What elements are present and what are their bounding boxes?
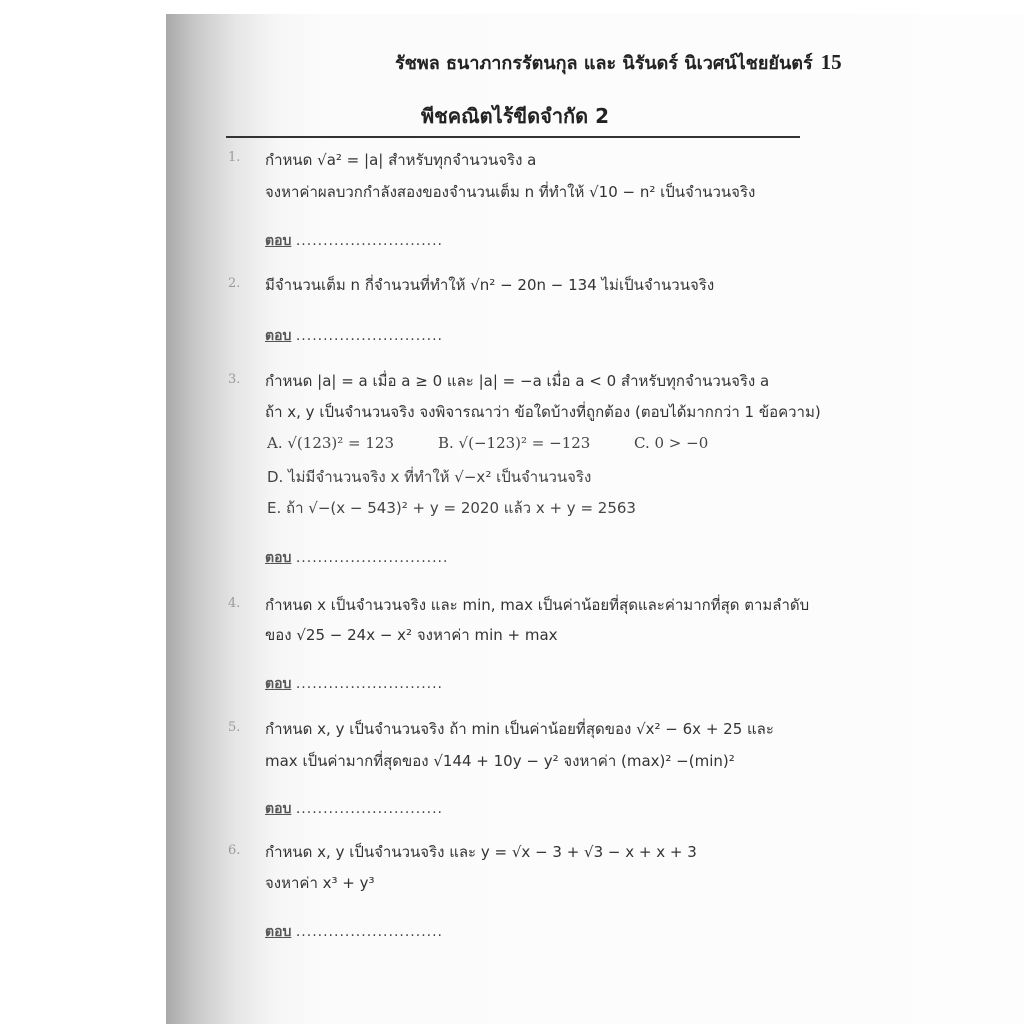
answer-label: ตอบ: [265, 924, 292, 940]
q3-option-d-text: D. ไม่มีจำนวนจริง x ที่ทำให้ √−x² เป็นจำนวนจริง: [267, 468, 592, 486]
q5-line-1: กำหนด x, y เป็นจำนวนจริง ถ้า min เป็นค่าน้อยที่สุดของ √x² − 6x + 25 และ: [265, 720, 774, 738]
q4-line-1: กำหนด x เป็นจำนวนจริง และ min, max เป็นค่าน้อยที่สุดและค่ามากที่สุด ตามลำดับ: [265, 596, 810, 614]
q5-line-2: max เป็นค่ามากที่สุดของ √144 + 10y − y² จงหาค่า (max)² −(min)²: [265, 752, 735, 770]
header-authors: รัชพล ธนาภากรรัตนกุล และ นิรันดร์ นิเวศน์ไชยยันตร์: [395, 53, 813, 74]
q3-option-e-text: E. ถ้า √−(x − 543)² + y = 2020 แล้ว x + y = 2563: [267, 499, 636, 517]
question-number-6: 6.: [228, 843, 241, 858]
title-divider: [226, 136, 800, 138]
q2-line-1: มีจำนวนเต็ม n กี่จำนวนที่ทำให้ √n² − 20n − 134 ไม่เป็นจำนวนจริง: [265, 276, 715, 294]
q4-answer: [265, 673, 443, 695]
question-number-4: 4.: [228, 596, 241, 611]
answer-blank: ...........................: [295, 233, 443, 249]
answer-blank: ...........................: [295, 676, 443, 692]
answer-label: ตอบ: [265, 550, 292, 566]
q5-answer: [265, 798, 443, 820]
question-number-3: 3.: [228, 372, 241, 387]
q4-line-2: ของ √25 − 24x − x² จงหาค่า min + max: [265, 626, 558, 644]
q3-answer: [265, 547, 448, 569]
page-number: 15: [820, 50, 842, 74]
q6-answer: [265, 921, 443, 943]
q3-line-2: ถ้า x, y เป็นจำนวนจริง จงพิจารณาว่า ข้อใดบ้างที่ถูกต้อง (ตอบได้มากกว่า 1 ข้อความ): [265, 403, 821, 421]
q3-option-c: C. 0 > −0: [634, 434, 709, 452]
q3-option-d: [267, 465, 591, 489]
answer-blank: ............................: [295, 550, 449, 566]
answer-label: ตอบ: [265, 328, 292, 344]
answer-blank: ...........................: [295, 924, 443, 940]
q1-line-2: จงหาค่าผลบวกกำลังสองของจำนวนเต็ม n ที่ทำให้ √10 − n² เป็นจำนวนจริง: [265, 183, 756, 201]
q3-line-1: กำหนด |a| = a เมื่อ a ≥ 0 และ |a| = −a เมื่อ a < 0 สำหรับทุกจำนวนจริง a: [265, 372, 770, 390]
answer-blank: ...........................: [295, 801, 443, 817]
question-number-5: 5.: [228, 720, 241, 735]
q1-line-1: กำหนด √a² = |a| สำหรับทุกจำนวนจริง a: [265, 151, 537, 169]
q3-option-b: B. √(−123)² = −123: [438, 434, 591, 452]
q3-option-e: [267, 496, 636, 520]
running-header: [395, 48, 842, 77]
q1-answer: [265, 230, 443, 252]
answer-label: ตอบ: [265, 233, 292, 249]
question-number-1: 1.: [228, 150, 241, 165]
q3-option-a: A. √(123)² = 123: [267, 434, 395, 452]
q6-line-1: กำหนด x, y เป็นจำนวนจริง และ y = √x − 3 + √3 − x + x + 3: [265, 843, 697, 861]
q6-line-2: จงหาค่า x³ + y³: [265, 874, 375, 892]
page-title: พีชคณิตไร้ขีดจำกัด 2: [420, 104, 610, 128]
answer-label: ตอบ: [265, 801, 292, 817]
q2-answer: [265, 325, 443, 347]
question-number-2: 2.: [228, 276, 241, 291]
answer-blank: ...........................: [295, 328, 443, 344]
answer-label: ตอบ: [265, 676, 292, 692]
